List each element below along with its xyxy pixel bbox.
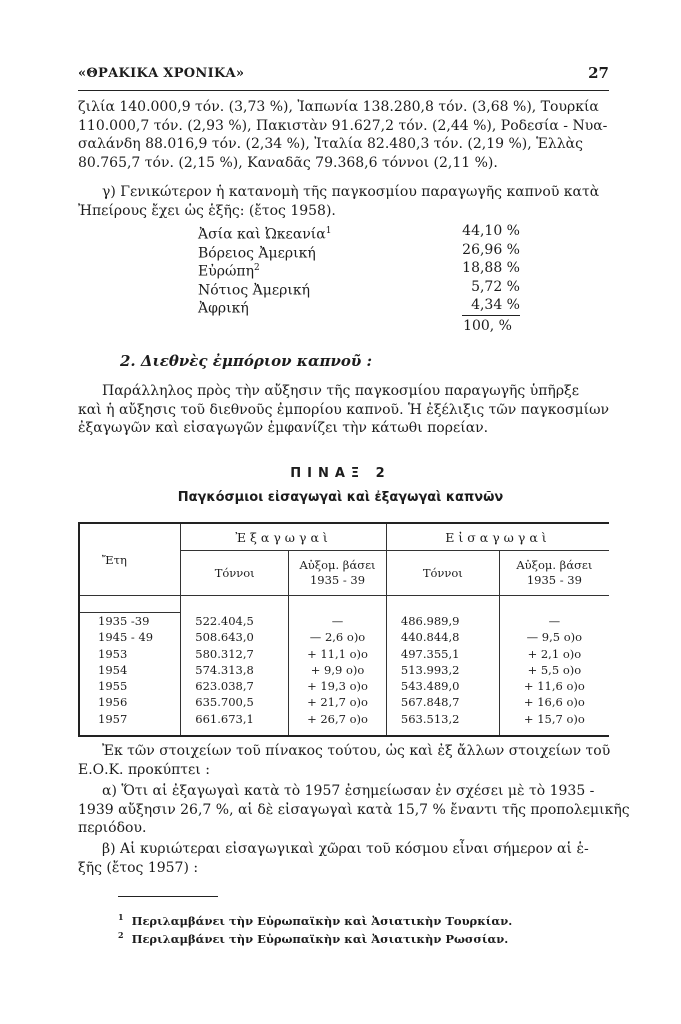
table-row — [79, 694, 609, 710]
footnote — [118, 912, 512, 928]
continent-share-list — [198, 222, 520, 334]
text-line: β) Αἱ κυριώτεραι εἰσαγωγικαὶ χῶραι τοῦ κόσμου εἶναι σήμερον αἱ ἑ- — [102, 841, 589, 857]
continent-share: 26,96 % — [462, 241, 520, 258]
paragraph-point-b — [78, 840, 609, 877]
cell-exp-tons: 623.038,7 — [181, 678, 289, 694]
cell-imp-incr: + 16,6 ο)ο — [499, 694, 609, 710]
footnote-ref: 1 — [325, 226, 332, 236]
cell-exp-incr: + 19,3 ο)ο — [289, 678, 387, 694]
paragraph-continents-intro — [78, 183, 609, 220]
text-line: περιόδου. — [78, 820, 147, 836]
continent-total: 100, % — [463, 318, 512, 334]
table-title: Παγκόσμιοι εἰσαγωγαὶ καὶ ἐξαγωγαὶ καπνῶν — [177, 490, 504, 505]
footnote-separator — [118, 896, 218, 897]
cell-exp-incr: + 11,1 ο)ο — [289, 646, 387, 662]
trade-table — [78, 522, 609, 737]
journal-title: «ΘΡΑΚΙΚΑ ΧΡΟΝΙΚΑ» — [78, 66, 245, 81]
footnote — [118, 930, 508, 946]
list-item — [198, 259, 520, 278]
col-header-imp-incr — [499, 551, 609, 596]
incr-line1: Αὐξομ. βάσει — [516, 558, 593, 572]
cell-year: 1953 — [98, 646, 128, 661]
cell-year: 1956 — [98, 695, 128, 710]
table-row — [79, 613, 609, 630]
cell-exp-tons: 522.404,5 — [181, 613, 289, 630]
col-header-imp-tons: Τόννοι — [386, 551, 499, 596]
text-line: 110.000,7 τόν. (2,93 %), Πακιστὰν 91.627,2 τόν. (2,44 %), Ροδεσία - Νυα- — [78, 117, 608, 134]
col-group-exports: Ἐξαγωγαὶ — [181, 523, 387, 551]
table-row — [79, 711, 609, 727]
text-line: σαλάνδη 88.016,9 τόν. (2,34 %), Ἰταλία 82.480,3 τόν. (2,19 %), Ἑλλὰς — [78, 136, 583, 152]
text-line: Ἠπείρους ἔχει ὡς ἑξῆς: (ἔτος 1958). — [78, 202, 336, 219]
paragraph-trade-intro — [78, 382, 609, 438]
cell-imp-tons: 513.993,2 — [386, 662, 499, 678]
text-line: Ε.Ο.Κ. προκύπτει : — [78, 761, 210, 778]
cell-year: 1935 -39 — [98, 614, 150, 628]
cell-year: 1957 — [98, 711, 128, 726]
cell-year: 1945 - 49 — [98, 630, 154, 645]
table-row — [79, 662, 609, 678]
list-item — [198, 278, 520, 297]
cell-imp-incr: + 5,5 ο)ο — [499, 662, 609, 678]
text-line: Ἐκ τῶν στοιχείων τοῦ πίνακος τούτου, ὡς καὶ ἐξ ἄλλων στοιχείων τοῦ — [102, 743, 611, 759]
footnote-text: Περιλαμβάνει τὴν Εὐρωπαϊκὴν καὶ Ἀσιατικὴν Τουρκίαν. — [131, 913, 513, 928]
cell-imp-incr: + 15,7 ο)ο — [499, 711, 609, 727]
continent-share: 44,10 % — [462, 223, 520, 239]
text-line: 1939 αὔξησιν 26,7 %, αἱ δὲ εἰσαγωγαὶ κατὰ 15,7 % ἔναντι τῆς προπολεμικῆς — [78, 801, 630, 818]
footnote-text: Περιλαμβάνει τὴν Εὐρωπαϊκὴν καὶ Ἀσιατικὴν Ρωσσίαν. — [131, 931, 509, 946]
list-item — [198, 241, 520, 260]
cell-exp-incr: + 21,7 ο)ο — [289, 694, 387, 710]
cell-imp-tons: 440.844,8 — [386, 629, 499, 645]
cell-imp-incr: — — [499, 613, 609, 630]
text-line: ζιλία 140.000,9 τόν. (3,73 %), Ἰαπωνία 138.280,8 τόν. (3,68 %), Τουρκία — [78, 99, 599, 115]
paragraph-point-a — [78, 782, 630, 838]
col-group-imports: Εἰσαγωγαὶ — [386, 523, 609, 551]
cell-exp-incr: — 2,6 ο)ο — [289, 629, 387, 645]
continent-name: Εὐρώπη — [198, 263, 254, 280]
col-header-exp-incr — [289, 551, 387, 596]
cell-exp-tons: 635.700,5 — [181, 694, 289, 710]
table-label: ΠΙΝΑΞ 2 — [290, 466, 391, 481]
cell-imp-incr: + 2,1 ο)ο — [499, 646, 609, 662]
list-item — [198, 296, 520, 315]
cell-exp-incr: + 9,9 ο)ο — [289, 662, 387, 678]
cell-exp-tons: 508.643,0 — [181, 629, 289, 645]
table-row — [79, 678, 609, 694]
cell-exp-incr: — — [289, 613, 387, 630]
text-line: α) Ὅτι αἱ ἐξαγωγαὶ κατὰ τὸ 1957 ἐσημείωσαν ἐν σχέσει μὲ τὸ 1935 - — [102, 783, 595, 799]
incr-line1: Αὐξομ. βάσει — [299, 558, 376, 572]
table-row — [79, 629, 609, 645]
header-rule — [78, 90, 609, 91]
continent-name: Βόρειος Ἀμερική — [198, 245, 316, 262]
page-number: 27 — [588, 64, 609, 82]
cell-year: 1955 — [98, 679, 128, 694]
cell-imp-tons: 486.989,9 — [386, 613, 499, 630]
text-line: 80.765,7 τόν. (2,15 %), Καναδᾶς 79.368,6 τόννοι (2,11 %). — [78, 154, 498, 171]
cell-exp-tons: 574.313,8 — [181, 662, 289, 678]
cell-imp-tons: 567.848,7 — [386, 694, 499, 710]
cell-year: 1954 — [98, 662, 128, 677]
cell-imp-incr: + 11,6 ο)ο — [499, 678, 609, 694]
section-heading: 2. Διεθνὲς ἐμπόριον καπνοῦ : — [120, 352, 373, 370]
cell-exp-incr: + 26,7 ο)ο — [289, 711, 387, 727]
cell-exp-tons: 661.673,1 — [181, 711, 289, 727]
incr-line2: 1935 - 39 — [309, 573, 366, 587]
cell-imp-tons: 497.355,1 — [386, 646, 499, 662]
col-header-exp-tons: Τόννοι — [181, 551, 289, 596]
table-row — [79, 646, 609, 662]
footnote-mark: 2 — [118, 930, 124, 940]
paragraph-conclusions-intro — [78, 742, 609, 779]
continent-name: Ἀφρική — [198, 300, 249, 317]
incr-line2: 1935 - 39 — [526, 573, 582, 587]
text-line: Παράλληλος πρὸς τὴν αὔξησιν τῆς παγκοσμίου παραγωγῆς ὑπῆρξε — [102, 383, 580, 399]
cell-imp-incr: — 9,5 ο)ο — [499, 629, 609, 645]
list-item — [198, 222, 520, 241]
continent-share: 5,72 % — [471, 278, 520, 295]
text-line: ξῆς (ἔτος 1957) : — [78, 859, 199, 876]
continent-name: Νότιος Ἀμερική — [198, 282, 310, 299]
footnote-ref: 2 — [253, 263, 260, 273]
cell-exp-tons: 580.312,7 — [181, 646, 289, 662]
cell-imp-tons: 563.513,2 — [386, 711, 499, 727]
total-rule — [462, 315, 520, 316]
footnote-mark: 1 — [118, 912, 124, 922]
paragraph-producers — [78, 98, 609, 172]
continent-share: 4,34 % — [471, 297, 520, 313]
continent-share: 18,88 % — [462, 260, 520, 276]
continent-name: Ἀσία καὶ Ὠκεανία — [198, 226, 326, 243]
col-header-years: Ἔτη — [102, 552, 127, 567]
cell-imp-tons: 543.489,0 — [386, 678, 499, 694]
text-line: γ) Γενικώτερον ἡ κατανομὴ τῆς παγκοσμίου παραγωγῆς καπνοῦ κατὰ — [102, 184, 600, 200]
text-line: καὶ ἡ αὔξησις τοῦ διεθνοῦς ἐμπορίου καπνοῦ. Ἡ ἐξέλιξις τῶν παγκοσμίων — [78, 401, 610, 418]
text-line: ἐξαγωγῶν καὶ εἰσαγωγῶν ἐμφανίζει τὴν κάτωθι πορείαν. — [78, 420, 489, 436]
